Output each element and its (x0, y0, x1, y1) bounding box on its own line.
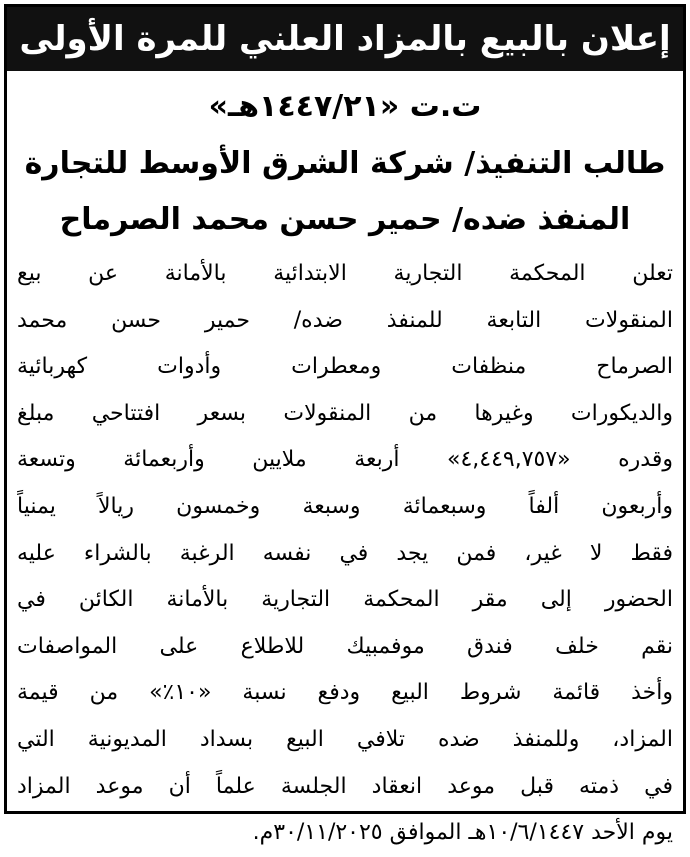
body-line: والديكورات وغيرها من المنقولات بسعر افتتاحي مبلغ (17, 400, 673, 426)
auction-notice (4, 4, 686, 846)
body-line: الحضور إلى مقر المحكمة التجارية بالأمانة الكائن في (17, 587, 673, 613)
case-number: ت.ت «١٤٤٧/٢١هـ» (208, 89, 482, 124)
body-line: المزاد، وللمنفذ ضده تلافي البيع بسداد المديونية التي (17, 726, 673, 752)
executor-line: طالب التنفيذ/ شركة الشرق الأوسط للتجارة (24, 146, 666, 181)
body-line: الصرماح منظفات ومعطرات وأدوات كهربائية (17, 354, 673, 380)
body-line: نقم خلف فندق موفمبيك للاطلاع على المواصفات (17, 633, 673, 659)
body-line: وقدره «٤,٤٤٩,٧٥٧» أربعة ملايين وأربعمائة وتسعة (17, 447, 673, 473)
body-line: وأربعون ألفاً وسبعمائة وسبعة وخمسون ريالاً يمنياً (17, 493, 673, 519)
notice-title: إعلان بالبيع بالمزاد العلني للمرة الأولى (7, 7, 683, 71)
body-line: تعلن المحكمة التجارية الابتدائية بالأمانة عن بيع (17, 261, 673, 286)
body-line: في ذمته قبل موعد انعقاد الجلسة علماً أن موعد المزاد (17, 773, 673, 799)
body-line: وأخذ قائمة شروط البيع ودفع نسبة «١٠٪» من قيمة (17, 680, 673, 706)
debtor-line: المنفذ ضده/ حمير حسن محمد الصرماح (59, 202, 631, 237)
body-line: فقط لا غير، فمن يجد في نفسه الرغبة بالشراء عليه (17, 540, 673, 566)
body-line: المنقولات التابعة للمنفذ ضده/ حمير حسن محمد (17, 307, 673, 333)
body-line: يوم الأحد ١٠/٦/١٤٤٧هـ الموافق ٣٠/١١/٢٠٢٥م. (252, 820, 673, 846)
notice-body (17, 251, 673, 857)
